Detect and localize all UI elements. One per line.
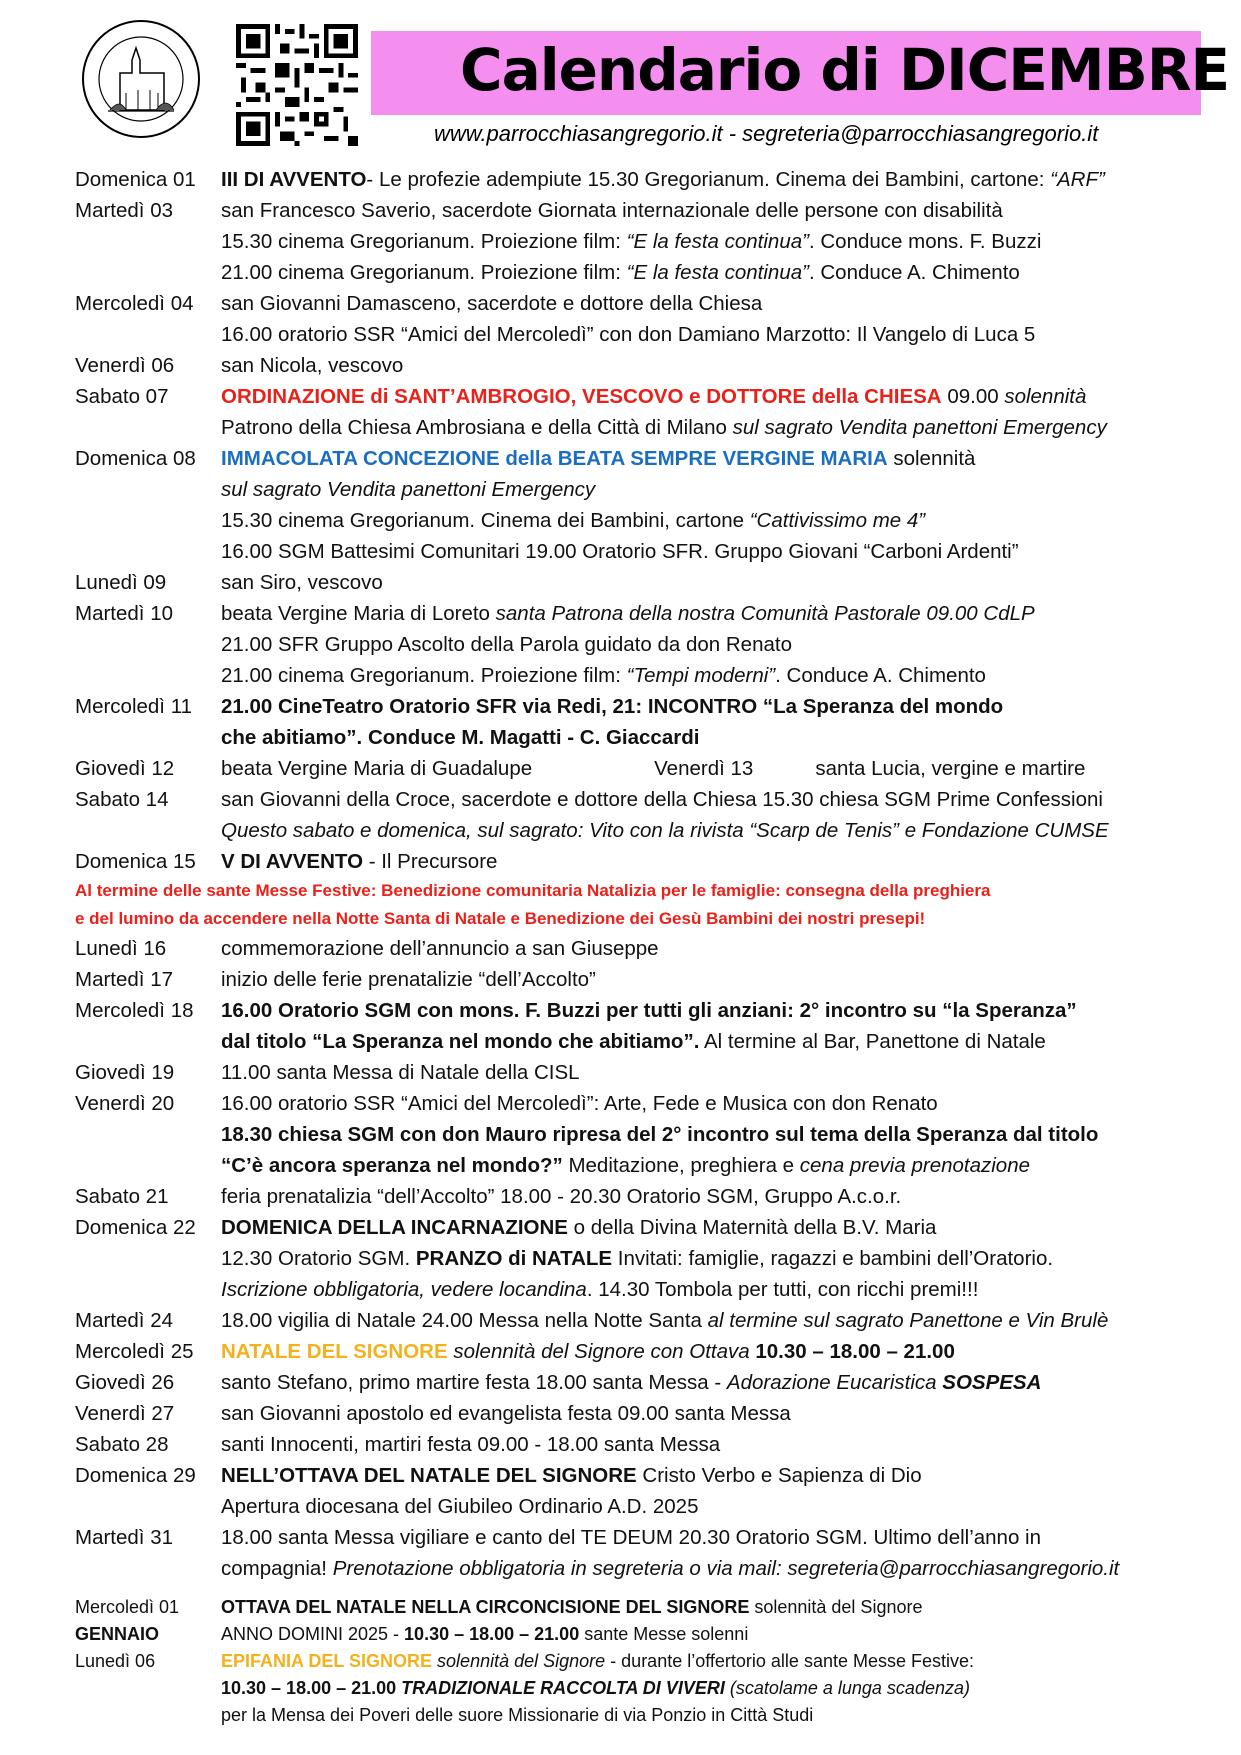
- row-date: [75, 815, 221, 846]
- text-run: Patrono della Chiesa Ambrosiana e della Città di Milano: [221, 416, 733, 439]
- row-text: [221, 350, 403, 381]
- row-text: [221, 1675, 970, 1702]
- calendar-row: [75, 1181, 1225, 1212]
- page-title: Calendario di DICEMBRE: [460, 36, 1230, 104]
- row-date: Martedì 03: [75, 199, 173, 222]
- text-run: solennità: [887, 447, 976, 470]
- text-run: Al termine al Bar, Panettone di Natale: [699, 1030, 1046, 1053]
- calendar-row: [75, 288, 1225, 319]
- row-text: [221, 995, 1077, 1026]
- text-run: 21.00 CineTeatro Oratorio SFR via Redi, 21: INCONTRO “La Speranza del mondo: [221, 695, 1004, 718]
- row-text: [221, 536, 1019, 567]
- text-run: 11.00 santa Messa di Natale della CISL: [221, 1061, 580, 1084]
- row-text: [221, 567, 383, 598]
- row-text: [221, 691, 1003, 722]
- december-entries-part2: [75, 933, 1225, 1584]
- row-date: Domenica 01: [75, 168, 196, 191]
- row-date: [75, 319, 221, 350]
- text-run: 12.30 Oratorio SGM.: [221, 1247, 416, 1270]
- calendar-row: [75, 443, 1225, 474]
- calendar-row: [75, 1522, 1225, 1553]
- text-run: “E la festa continua”: [626, 230, 809, 253]
- text-run: san Giovanni apostolo ed evangelista festa 09.00 santa Messa: [221, 1402, 791, 1425]
- row-date: [75, 257, 221, 288]
- text-run: feria prenatalizia “dell’Accolto” 18.00 - 20.30 Oratorio SGM, Gruppo A.c.o.r.: [221, 1185, 902, 1208]
- text-run: solennità del Signore: [432, 1651, 606, 1671]
- text-run: 16.00 oratorio SSR “Amici del Mercoledì”: Arte, Fede e Musica con don Renato: [221, 1092, 938, 1115]
- row-date: Lunedì 06: [75, 1651, 156, 1671]
- text-run: inizio delle ferie prenatalizie “dell’Accolto”: [221, 968, 596, 991]
- text-run: IMMACOLATA CONCEZIONE della BEATA SEMPRE VERGINE MARIA: [221, 447, 888, 470]
- december-entries-part1: [75, 164, 1225, 877]
- row-date: Mercoledì 18: [75, 999, 194, 1022]
- row-text: [221, 964, 596, 995]
- text-run: - Le profezie adempiute 15.30 Gregorianum. Cinema dei Bambini, cartone:: [366, 168, 1051, 191]
- row-date: Domenica 08: [75, 447, 196, 470]
- text-run: PRANZO di NATALE: [415, 1247, 613, 1270]
- row-text: [221, 412, 1107, 443]
- text-run: 09.00: [941, 385, 1005, 408]
- row-date: Venerdì 20: [75, 1092, 175, 1115]
- text-run: compagnia!: [221, 1557, 333, 1580]
- calendar-row: [75, 722, 1225, 753]
- row-text: [221, 1212, 936, 1243]
- qr-code[interactable]: [236, 24, 358, 146]
- row-date: [75, 1702, 221, 1729]
- calendar-row: [75, 660, 1225, 691]
- row-date: [75, 629, 221, 660]
- row-text: [221, 1553, 1119, 1584]
- text-run: beata Vergine Maria di Loreto: [221, 602, 496, 625]
- text-run: solennità del Signore: [749, 1597, 923, 1617]
- text-run: per la Mensa dei Poveri delle suore Missionarie di via Ponzio in Città Studi: [221, 1705, 814, 1725]
- calendar-row: [75, 319, 1225, 350]
- calendar-row: [75, 1367, 1225, 1398]
- text-run: santa Lucia, vergine e martire: [815, 757, 1086, 780]
- text-run: . Conduce A. Chimento: [775, 664, 986, 687]
- text-run: - Il Precursore: [363, 850, 498, 873]
- row-text: [221, 319, 1035, 350]
- row-date: Giovedì 19: [75, 1061, 175, 1084]
- text-run: solennità del Signore con Ottava: [447, 1340, 756, 1363]
- text-run: Meditazione, preghiera e: [562, 1154, 800, 1177]
- parish-logo: [80, 18, 202, 140]
- text-run: sante Messe solenni: [579, 1624, 749, 1644]
- text-run: V DI AVVENTO: [221, 850, 364, 873]
- row-date: Domenica 22: [75, 1216, 196, 1239]
- row-date: Martedì 10: [75, 602, 173, 625]
- calendar-row: [75, 964, 1225, 995]
- text-run: “Tempi moderni”: [626, 664, 776, 687]
- row-date: Martedì 31: [75, 1526, 173, 1549]
- contact-line[interactable]: www.parrocchiasangregorio.it - segreteria@parrocchiasangregorio.it: [434, 121, 1099, 146]
- row-date: [75, 505, 221, 536]
- row-date: [75, 474, 221, 505]
- text-run: - durante l’offertorio alle sante Messe Festive:: [605, 1651, 975, 1671]
- row-text: [221, 1336, 955, 1367]
- page-header: [0, 0, 1241, 160]
- row-text: [221, 1119, 1098, 1150]
- row-text: [221, 660, 986, 691]
- calendar-row: [75, 1648, 1225, 1675]
- calendar-row: [75, 995, 1225, 1026]
- text-run: o della Divina Maternità della B.V. Maria: [567, 1216, 937, 1239]
- text-run: 10.30 – 18.00 – 21.00: [221, 1678, 402, 1698]
- row-text: [221, 815, 1109, 846]
- row-text: [221, 164, 1105, 195]
- text-run: che abitiamo”. Conduce M. Magatti - C. Giaccardi: [221, 726, 700, 749]
- calendar-row: [75, 1621, 1225, 1648]
- text-run: Adorazione Eucaristica: [726, 1371, 943, 1394]
- calendar-row: [75, 1553, 1225, 1584]
- row-date: Lunedì 16: [75, 937, 167, 960]
- text-run: commemorazione dell’annuncio a san Giuseppe: [221, 937, 659, 960]
- row-date: Mercoledì 11: [75, 695, 192, 718]
- text-run: san Giovanni Damasceno, sacerdote e dottore della Chiesa: [221, 292, 763, 315]
- row-date: Venerdì 06: [75, 354, 175, 377]
- notice-line: Al termine delle sante Messe Festive: Benedizione comunitaria Natalizia per le famiglie: consegna della preghiera: [75, 881, 991, 900]
- text-run: Questo sabato e domenica, sul sagrato: Vito con la rivista “Scarp de Tenis” e Fondazione CUMSE: [221, 819, 1109, 842]
- calendar-row: [75, 1119, 1225, 1150]
- row-date: [75, 722, 221, 753]
- text-run: beata Vergine Maria di Guadalupe: [221, 757, 533, 780]
- text-run: santi Innocenti, martiri festa 09.00 - 18.00 santa Messa: [221, 1433, 721, 1456]
- calendar-row: [75, 598, 1225, 629]
- text-run: ORDINAZIONE di SANT’AMBROGIO, VESCOVO e DOTTORE della CHIESA: [221, 385, 942, 408]
- row-text: [221, 1274, 978, 1305]
- row-text: [221, 598, 1035, 629]
- row-date: Lunedì 09: [75, 571, 167, 594]
- calendar-row: [75, 381, 1225, 412]
- calendar-row: [75, 1150, 1225, 1181]
- text-run: 16.00 SGM Battesimi Comunitari 19.00 Oratorio SFR. Gruppo Giovani “Carboni Ardenti”: [221, 540, 1019, 563]
- text-run: 16.00 Oratorio SGM con mons. F. Buzzi per tutti gli anziani: 2° incontro su “la Speranza”: [221, 999, 1077, 1022]
- text-run: 15.30 cinema Gregorianum. Cinema dei Bambini, cartone: [221, 509, 750, 532]
- calendar-row: [75, 567, 1225, 598]
- row-text: [221, 195, 1003, 226]
- calendar-row: [75, 629, 1225, 660]
- row-date: [75, 412, 221, 443]
- text-run: “Cattivissimo me 4”: [749, 509, 926, 532]
- section-gap: [75, 1584, 1225, 1594]
- calendar-row: [75, 1274, 1225, 1305]
- text-run: . Conduce mons. F. Buzzi: [808, 230, 1042, 253]
- row-date: Martedì 17: [75, 968, 173, 991]
- calendar-row: [75, 1398, 1225, 1429]
- calendar-row: [75, 691, 1225, 722]
- row-text: [221, 1367, 1041, 1398]
- text-run: ANNO DOMINI 2025 -: [221, 1624, 405, 1644]
- text-run: san Siro, vescovo: [221, 571, 383, 594]
- row-text: [221, 443, 975, 474]
- text-run: Apertura diocesana del Giubileo Ordinario A.D. 2025: [221, 1495, 699, 1518]
- calendar-row: [75, 1026, 1225, 1057]
- text-run: san Nicola, vescovo: [221, 354, 404, 377]
- calendar-row: [75, 164, 1225, 195]
- row-date: [75, 1274, 221, 1305]
- row-date: Sabato 28: [75, 1433, 169, 1456]
- text-run: DOMENICA DELLA INCARNAZIONE: [221, 1216, 568, 1239]
- text-run: Venerdì 13: [654, 757, 754, 780]
- row-text: [221, 1150, 1030, 1181]
- text-run: santa Patrona della nostra Comunità Pastorale 09.00 CdLP: [495, 602, 1035, 625]
- text-run: “C’è ancora speranza nel mondo?”: [221, 1154, 563, 1177]
- row-date: Mercoledì 01: [75, 1597, 180, 1617]
- calendar-row: [75, 505, 1225, 536]
- row-date: [75, 1553, 221, 1584]
- row-text: [221, 722, 699, 753]
- row-text: [221, 1026, 1046, 1057]
- row-date: [75, 226, 221, 257]
- text-run: santo Stefano, primo martire festa 18.00 santa Messa -: [221, 1371, 727, 1394]
- row-text: [221, 1621, 748, 1648]
- row-date: Giovedì 12: [75, 757, 175, 780]
- row-text: [221, 1243, 1053, 1274]
- row-text: [221, 1305, 1108, 1336]
- text-run: . Conduce A. Chimento: [808, 261, 1020, 284]
- calendar-row: [75, 1212, 1225, 1243]
- text-run: III DI AVVENTO: [221, 168, 367, 191]
- row-date: GENNAIO: [75, 1624, 160, 1644]
- calendar-row: [75, 933, 1225, 964]
- text-run: cena previa prenotazione: [799, 1154, 1030, 1177]
- text-run: san Francesco Saverio, sacerdote Giornata internazionale delle persone con disabilità: [221, 199, 1003, 222]
- calendar-row: [75, 226, 1225, 257]
- text-run: solennità: [1004, 385, 1087, 408]
- row-date: [75, 1150, 221, 1181]
- text-run: Cristo Verbo e Sapienza di Dio: [636, 1464, 922, 1487]
- text-run: OTTAVA DEL NATALE NELLA CIRCONCISIONE DEL SIGNORE: [221, 1597, 750, 1617]
- text-run: 15.30 cinema Gregorianum. Proiezione film:: [221, 230, 627, 253]
- row-date: Domenica 29: [75, 1464, 196, 1487]
- row-text: [221, 257, 1020, 288]
- calendar-row: [75, 1491, 1225, 1522]
- row-text: [221, 1648, 974, 1675]
- text-run: “E la festa continua”: [626, 261, 809, 284]
- calendar-row: [75, 1594, 1225, 1621]
- calendar-row: [75, 350, 1225, 381]
- text-run: NATALE DEL SIGNORE: [221, 1340, 448, 1363]
- row-text: [221, 1088, 938, 1119]
- text-run: dal titolo “La Speranza nel mondo che abitiamo”.: [221, 1030, 700, 1053]
- row-text: [221, 474, 595, 505]
- row-date: [75, 536, 221, 567]
- row-date: Martedì 24: [75, 1309, 173, 1332]
- row-text: [221, 1522, 1041, 1553]
- row-date: [75, 1119, 221, 1150]
- row-text: [221, 1057, 580, 1088]
- row-text: [221, 288, 762, 319]
- row-date: [75, 1675, 221, 1702]
- calendar-row: [75, 815, 1225, 846]
- row-text: [221, 381, 1086, 412]
- row-text: [221, 629, 792, 660]
- row-text: [221, 1702, 813, 1729]
- row-text: [221, 1429, 720, 1460]
- row-date: [75, 1026, 221, 1057]
- text-run: 18.00 vigilia di Natale 24.00 Messa nella Notte Santa: [221, 1309, 708, 1332]
- calendar-row: [75, 1702, 1225, 1729]
- row-text: [221, 753, 1085, 784]
- calendar-row: [75, 474, 1225, 505]
- row-date: Mercoledì 04: [75, 292, 194, 315]
- row-date: Mercoledì 25: [75, 1340, 194, 1363]
- row-date: Sabato 14: [75, 788, 169, 811]
- calendar-row: [75, 1305, 1225, 1336]
- calendar-row: [75, 536, 1225, 567]
- text-run: SOSPESA: [942, 1371, 1042, 1394]
- text-run: al termine sul sagrato Panettone e Vin Brulè: [707, 1309, 1109, 1332]
- row-date: Giovedì 26: [75, 1371, 175, 1394]
- row-date: [75, 1491, 221, 1522]
- text-run: . 14.30 Tombola per tutti, con ricchi premi!!!: [586, 1278, 979, 1301]
- calendar-row: [75, 846, 1225, 877]
- row-date: Domenica 15: [75, 850, 196, 873]
- text-run: EPIFANIA DEL SIGNORE: [221, 1651, 433, 1671]
- text-run: 10.30 – 18.00 – 21.00: [755, 1340, 955, 1363]
- blessing-notice: [75, 877, 1225, 933]
- calendar-row: [75, 195, 1225, 226]
- row-text: [221, 1460, 922, 1491]
- notice-line: e del lumino da accendere nella Notte Santa di Natale e Benedizione dei Gesù Bambini dei nostri presepi!: [75, 909, 926, 928]
- text-run: 21.00 SFR Gruppo Ascolto della Parola guidato da don Renato: [221, 633, 792, 656]
- text-run: “ARF”: [1050, 168, 1105, 191]
- text-run: TRADIZIONALE RACCOLTA DI VIVERI: [401, 1678, 725, 1698]
- calendar-row: [75, 1088, 1225, 1119]
- text-run: 10.30 – 18.00 – 21.00: [404, 1624, 580, 1644]
- row-text: [221, 784, 1103, 815]
- row-text: [221, 1491, 699, 1522]
- text-run: (scatolame a lunga scadenza): [724, 1678, 970, 1698]
- text-run: 16.00 oratorio SSR “Amici del Mercoledì” con don Damiano Marzotto: Il Vangelo di Luca 5: [221, 323, 1036, 346]
- row-text: [221, 1398, 791, 1429]
- text-run: sul sagrato Vendita panettoni Emergency: [732, 416, 1107, 439]
- row-text: [221, 226, 1041, 257]
- text-run: Invitati: famiglie, ragazzi e bambini dell’Oratorio.: [612, 1247, 1054, 1270]
- calendar-row: [75, 412, 1225, 443]
- calendar-row: [75, 1336, 1225, 1367]
- text-run: 18.00 santa Messa vigiliare e canto del TE DEUM 20.30 Oratorio SGM. Ultimo dell’anno in: [221, 1526, 1042, 1549]
- text-run: Iscrizione obbligatoria, vedere locandina: [221, 1278, 587, 1301]
- row-text: [221, 846, 497, 877]
- row-text: [221, 1181, 901, 1212]
- text-run: sul sagrato Vendita panettoni Emergency: [221, 478, 596, 501]
- row-date: [75, 1243, 221, 1274]
- row-date: Sabato 07: [75, 385, 169, 408]
- row-date: Sabato 21: [75, 1185, 169, 1208]
- calendar-row: [75, 1675, 1225, 1702]
- calendar-row: [75, 1243, 1225, 1274]
- row-date: [75, 660, 221, 691]
- text-run: 18.30 chiesa SGM con don Mauro ripresa del 2° incontro sul tema della Speranza dal titolo: [221, 1123, 1099, 1146]
- calendar-row: [75, 1460, 1225, 1491]
- calendar-row: [75, 1429, 1225, 1460]
- text-run: 21.00 cinema Gregorianum. Proiezione film:: [221, 664, 627, 687]
- text-run: Prenotazione obbligatoria in segreteria o via mail: segreteria@parrocchiasangregorio.it: [332, 1557, 1120, 1580]
- row-text: [221, 505, 925, 536]
- calendar-list: [75, 164, 1225, 1729]
- text-run: 21.00 cinema Gregorianum. Proiezione film:: [221, 261, 627, 284]
- calendar-row: [75, 1057, 1225, 1088]
- row-date: Venerdì 27: [75, 1402, 175, 1425]
- text-run: san Giovanni della Croce, sacerdote e dottore della Chiesa 15.30 chiesa SGM Prime Confessioni: [221, 788, 1103, 811]
- calendar-row: [75, 784, 1225, 815]
- calendar-row: [75, 753, 1225, 784]
- row-text: [221, 1594, 922, 1621]
- january-entries: [75, 1594, 1225, 1729]
- calendar-row: [75, 257, 1225, 288]
- text-run: NELL’OTTAVA DEL NATALE DEL SIGNORE: [221, 1464, 637, 1487]
- row-text: [221, 933, 659, 964]
